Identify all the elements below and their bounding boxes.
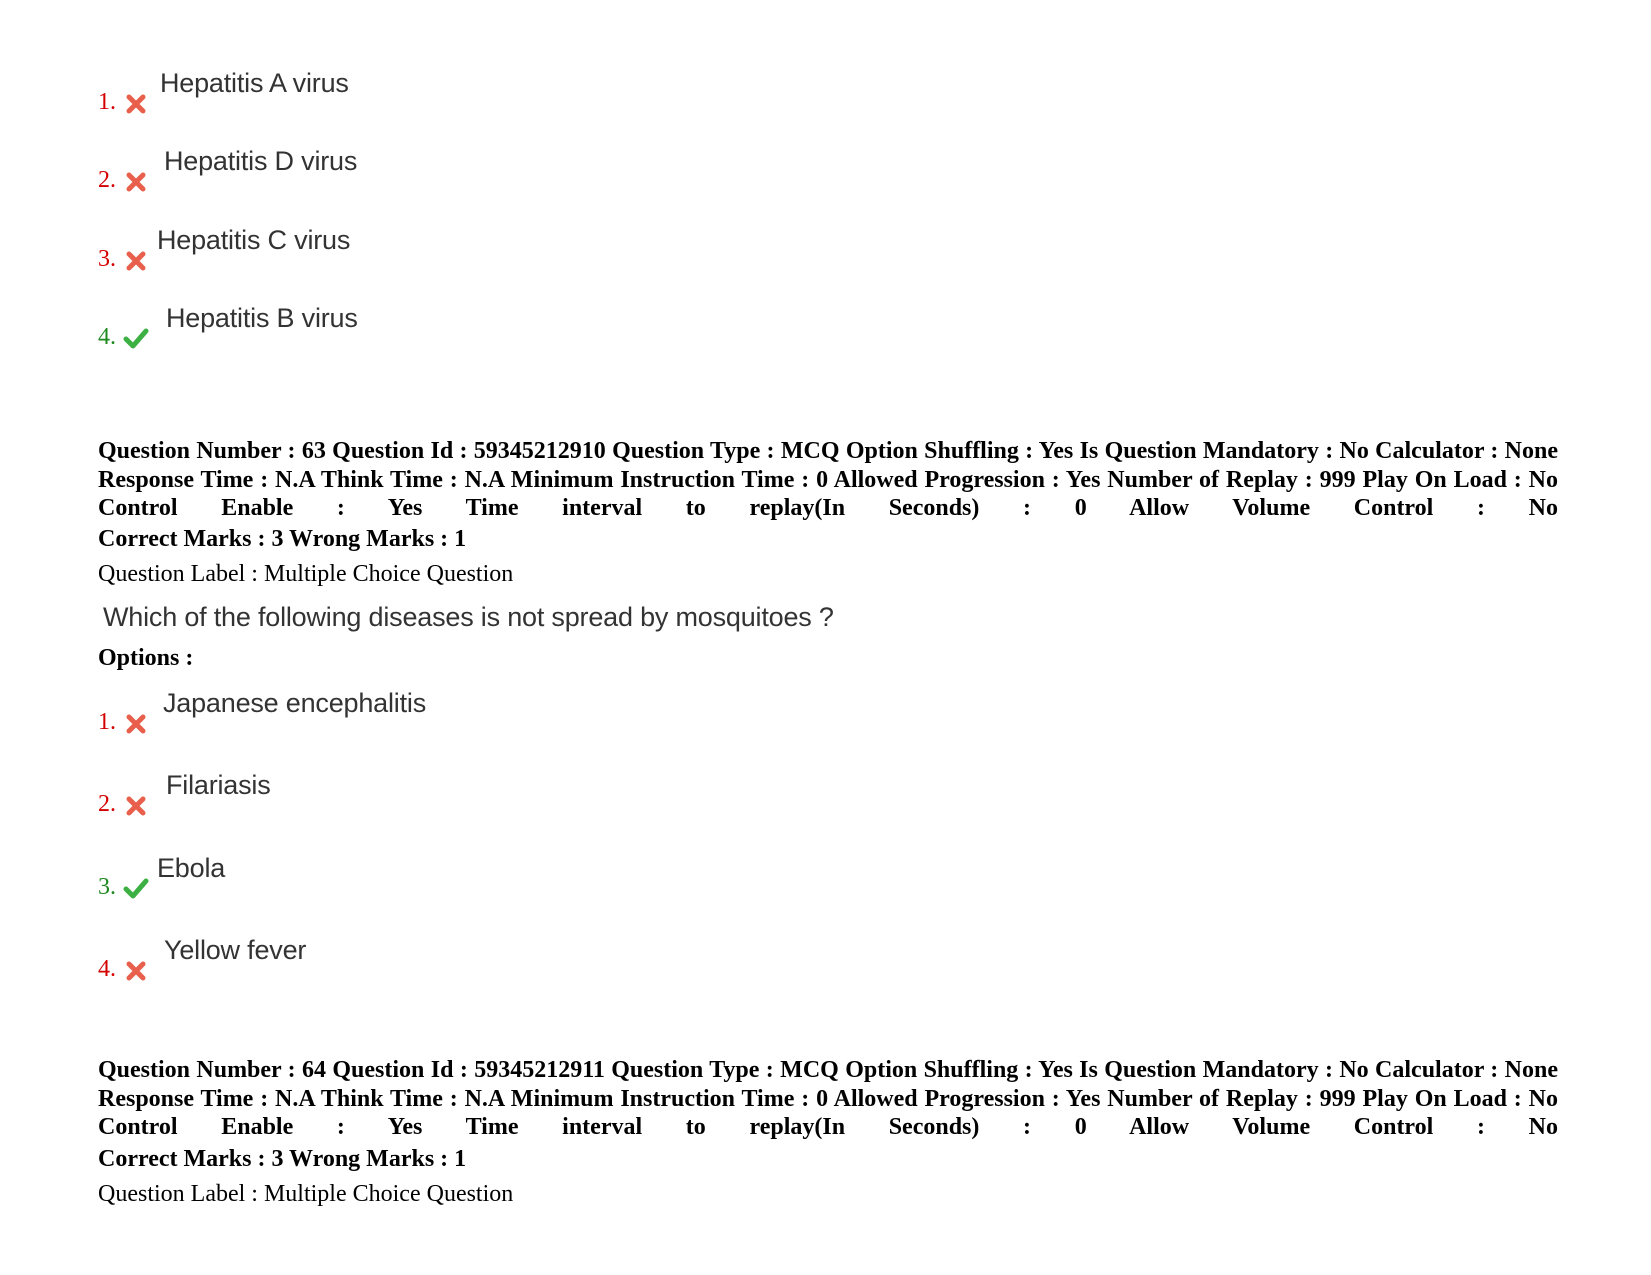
option-number: 2. bbox=[98, 167, 116, 193]
question-64-meta: Question Number : 64 Question Id : 59345212911 Question Type : MCQ Option Shuffling : Yes Is Question Mandatory : No Calculator : None Response Time : N.A Think Time : N.A Minimum Instruction Time : 0 Allowed Progression : Yes Number of Replay : 999 Play On Load : No Control Enable : Yes Time interval to replay(In Seconds) : 0 Allow Volume Control : No bbox=[98, 1057, 1558, 1140]
option-text: Japanese encephalitis bbox=[163, 688, 426, 718]
cross-icon bbox=[125, 251, 147, 271]
cross-icon bbox=[125, 961, 147, 981]
option-text: Hepatitis B virus bbox=[166, 303, 358, 333]
option-text: Hepatitis C virus bbox=[157, 225, 351, 255]
option-number: 3. bbox=[98, 874, 116, 900]
option-number: 1. bbox=[98, 709, 116, 735]
question-63-text: Which of the following diseases is not spread by mosquitoes ? bbox=[103, 602, 834, 632]
cross-icon bbox=[125, 796, 147, 816]
option-text: Ebola bbox=[157, 853, 226, 883]
options-heading: Options : bbox=[98, 645, 194, 671]
check-icon bbox=[123, 326, 149, 350]
option-text: Yellow fever bbox=[164, 935, 307, 965]
option-number: 4. bbox=[98, 956, 116, 982]
question-63-marks: Correct Marks : 3 Wrong Marks : 1 bbox=[98, 526, 467, 552]
question-63-meta: Question Number : 63 Question Id : 59345212910 Question Type : MCQ Option Shuffling : Yes Is Question Mandatory : No Calculator : None Response Time : N.A Think Time : N.A Minimum Instruction Time : 0 Allowed Progression : Yes Number of Replay : 999 Play On Load : No Control Enable : Yes Time interval to replay(In Seconds) : 0 Allow Volume Control : No bbox=[98, 438, 1558, 521]
option-number: 4. bbox=[98, 324, 116, 350]
option-number: 3. bbox=[98, 246, 116, 272]
option-number: 1. bbox=[98, 89, 116, 115]
option-text: Filariasis bbox=[166, 770, 271, 800]
question-64-marks: Correct Marks : 3 Wrong Marks : 1 bbox=[98, 1146, 467, 1172]
option-text: Hepatitis A virus bbox=[160, 68, 349, 98]
cross-icon bbox=[125, 714, 147, 734]
option-text: Hepatitis D virus bbox=[164, 146, 358, 176]
question-64-label: Question Label : Multiple Choice Question bbox=[98, 1181, 514, 1207]
cross-icon bbox=[125, 172, 147, 192]
question-63-label: Question Label : Multiple Choice Question bbox=[98, 561, 514, 587]
option-number: 2. bbox=[98, 791, 116, 817]
cross-icon bbox=[125, 94, 147, 114]
check-icon bbox=[123, 876, 149, 900]
